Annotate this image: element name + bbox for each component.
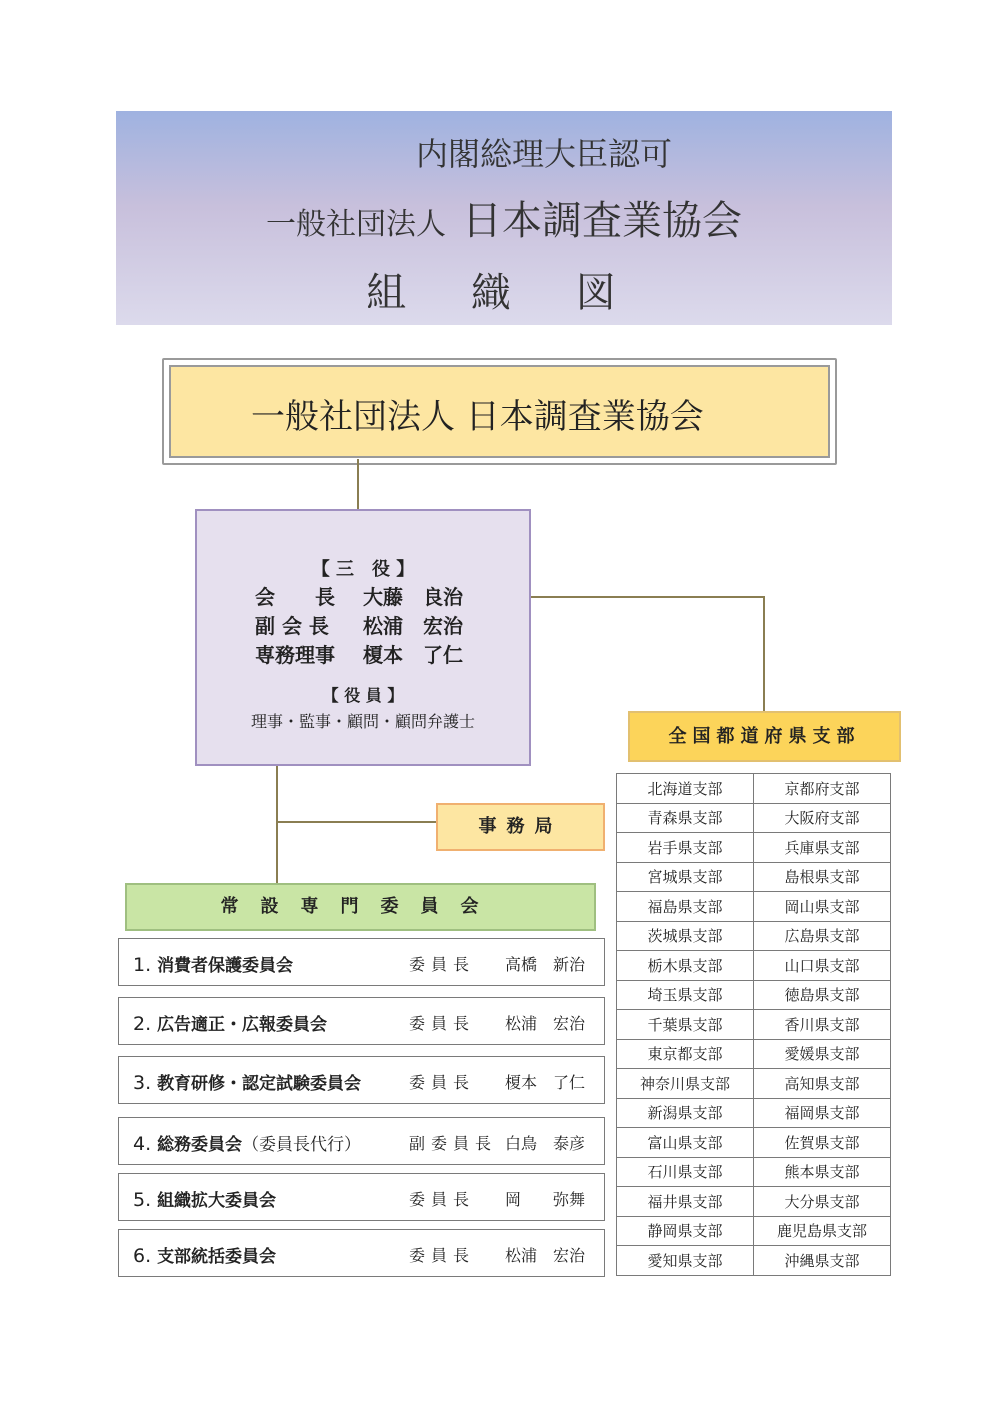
branch-cell: 宮城県支部 xyxy=(617,862,754,892)
officers-box xyxy=(195,509,531,766)
branch-row xyxy=(617,1216,891,1246)
branch-cell: 兵庫県支部 xyxy=(754,833,891,863)
committee-item xyxy=(118,1117,605,1165)
sanyaku-heading: 【 三 役 】 xyxy=(311,559,415,580)
committee-number: 3. xyxy=(133,1072,152,1094)
branch-cell: 神奈川県支部 xyxy=(617,1069,754,1099)
corporation-type: 一般社団法人 xyxy=(266,207,446,242)
committee-chair-wrap xyxy=(409,952,585,975)
committee-chair-name: 高橋 新治 xyxy=(505,955,586,974)
branch-row xyxy=(617,1098,891,1128)
branch-row xyxy=(617,862,891,892)
branches-table xyxy=(616,773,891,1276)
branch-row xyxy=(617,921,891,951)
committee-chair-wrap xyxy=(409,1243,585,1266)
committee-chair-name: 松浦 宏治 xyxy=(505,1014,586,1033)
branch-cell: 愛媛県支部 xyxy=(754,1039,891,1069)
branch-cell: 福井県支部 xyxy=(617,1187,754,1217)
branch-row xyxy=(617,892,891,922)
committee-chair-role: 委員長 xyxy=(409,1246,476,1265)
connector-secretariat xyxy=(276,821,437,823)
committee-chair-role: 委員長 xyxy=(409,1073,476,1092)
committee-chair-role: 委員長 xyxy=(409,1014,476,1033)
branch-cell: 島根県支部 xyxy=(754,862,891,892)
connector-officers-branches-h xyxy=(530,596,765,598)
header-banner xyxy=(116,111,892,325)
committee-name: 教育研修・認定試験委員会 xyxy=(157,1074,362,1094)
yakuin-list: 理事・監事・顧問・顧問弁護士 xyxy=(250,712,475,731)
branch-cell: 広島県支部 xyxy=(754,921,891,951)
branch-cell: 新潟県支部 xyxy=(617,1098,754,1128)
committee-chair-role: 委員長 xyxy=(409,955,476,974)
committee-name-wrap xyxy=(133,1242,276,1267)
committee-chair-wrap xyxy=(409,1187,585,1210)
committee-chair-role: 副委員長 xyxy=(409,1134,498,1153)
yakuin-heading: 【 役 員 】 xyxy=(322,686,404,705)
committee-name: 総務委員会 xyxy=(157,1135,243,1155)
branch-cell: 福島県支部 xyxy=(617,892,754,922)
organization-name-line xyxy=(116,189,892,246)
connector-org-officers xyxy=(357,459,359,510)
committee-note: （委員長代行） xyxy=(242,1135,362,1155)
committee-item xyxy=(118,1056,605,1104)
committee-name-wrap xyxy=(133,1010,327,1035)
org-box xyxy=(169,365,830,458)
officer-row xyxy=(255,610,463,639)
association-name: 日本調査業協会 xyxy=(462,198,742,244)
committee-chair-wrap xyxy=(409,1011,585,1034)
branch-cell: 岩手県支部 xyxy=(617,833,754,863)
officer-role: 副 会 長 xyxy=(255,614,329,638)
committee-chair-role: 委員長 xyxy=(409,1190,476,1209)
approval-line: 内閣総理大臣認可 xyxy=(415,135,672,173)
committee-number: 5. xyxy=(133,1189,152,1211)
branch-row xyxy=(617,1039,891,1069)
officer-name: 大藤 良治 xyxy=(363,585,463,609)
committee-number: 1. xyxy=(133,954,152,976)
branch-cell: 福岡県支部 xyxy=(754,1098,891,1128)
branch-cell: 岡山県支部 xyxy=(754,892,891,922)
committee-name: 組織拡大委員会 xyxy=(157,1191,277,1211)
chart-title: 組 織 図 xyxy=(366,270,642,316)
branch-cell: 大阪府支部 xyxy=(754,803,891,833)
branch-row xyxy=(617,1187,891,1217)
branch-cell: 千葉県支部 xyxy=(617,1010,754,1040)
branch-cell: 富山県支部 xyxy=(617,1128,754,1158)
branch-cell: 京都府支部 xyxy=(754,774,891,804)
committee-chair-wrap xyxy=(409,1070,585,1093)
officer-name: 榎本 了仁 xyxy=(363,643,463,667)
secretariat-box: 事務局 xyxy=(436,803,605,851)
committee-name: 支部統括委員会 xyxy=(157,1247,277,1267)
org-box-title: 一般社団法人 日本調査業協会 xyxy=(251,397,704,437)
committee-chair-name: 榎本 了仁 xyxy=(505,1073,586,1092)
committee-name-wrap xyxy=(133,1186,276,1211)
committee-item xyxy=(118,938,605,986)
officer-row xyxy=(255,581,463,610)
branch-row xyxy=(617,774,891,804)
branch-cell: 茨城県支部 xyxy=(617,921,754,951)
committee-name-wrap xyxy=(133,951,293,976)
branch-row xyxy=(617,980,891,1010)
committee-item xyxy=(118,1173,605,1221)
branch-row xyxy=(617,833,891,863)
branch-cell: 大分県支部 xyxy=(754,1187,891,1217)
branch-cell: 石川県支部 xyxy=(617,1157,754,1187)
branch-cell: 栃木県支部 xyxy=(617,951,754,981)
connector-officers-committees xyxy=(276,765,278,884)
branch-cell: 静岡県支部 xyxy=(617,1216,754,1246)
branch-cell: 徳島県支部 xyxy=(754,980,891,1010)
branch-cell: 北海道支部 xyxy=(617,774,754,804)
committees-heading: 常設専門委員会 xyxy=(125,883,596,931)
committee-number: 6. xyxy=(133,1245,152,1267)
branch-cell: 東京都支部 xyxy=(617,1039,754,1069)
officer-row xyxy=(255,639,463,668)
branch-row xyxy=(617,1157,891,1187)
connector-officers-branches-v xyxy=(763,596,765,712)
branch-cell: 熊本県支部 xyxy=(754,1157,891,1187)
committee-chair-name: 松浦 宏治 xyxy=(505,1246,586,1265)
committee-chair-wrap xyxy=(409,1131,585,1154)
branch-row xyxy=(617,1246,891,1276)
branch-cell: 鹿児島県支部 xyxy=(754,1216,891,1246)
officer-name: 松浦 宏治 xyxy=(363,614,463,638)
officer-role: 専務理事 xyxy=(255,643,335,667)
branch-row xyxy=(617,951,891,981)
branch-row xyxy=(617,803,891,833)
branch-cell: 愛知県支部 xyxy=(617,1246,754,1276)
committee-name: 広告適正・広報委員会 xyxy=(157,1015,328,1035)
committee-number: 4. xyxy=(133,1133,152,1155)
branch-cell: 高知県支部 xyxy=(754,1069,891,1099)
branches-heading: 全国都道府県支部 xyxy=(628,711,901,762)
committee-name-wrap xyxy=(133,1069,361,1094)
committee-number: 2. xyxy=(133,1013,152,1035)
committee-name-wrap xyxy=(133,1130,361,1155)
branch-cell: 佐賀県支部 xyxy=(754,1128,891,1158)
committee-name: 消費者保護委員会 xyxy=(157,956,294,976)
branch-cell: 香川県支部 xyxy=(754,1010,891,1040)
officer-role: 会 長 xyxy=(255,585,335,609)
committee-item xyxy=(118,1229,605,1277)
branch-row xyxy=(617,1069,891,1099)
branch-cell: 埼玉県支部 xyxy=(617,980,754,1010)
branch-cell: 山口県支部 xyxy=(754,951,891,981)
branch-row xyxy=(617,1010,891,1040)
branch-cell: 沖縄県支部 xyxy=(754,1246,891,1276)
branch-cell: 青森県支部 xyxy=(617,803,754,833)
branch-row xyxy=(617,1128,891,1158)
committee-item xyxy=(118,997,605,1045)
committee-chair-name: 白鳥 泰彦 xyxy=(505,1134,586,1153)
committee-chair-name: 岡 弥舞 xyxy=(505,1190,586,1209)
